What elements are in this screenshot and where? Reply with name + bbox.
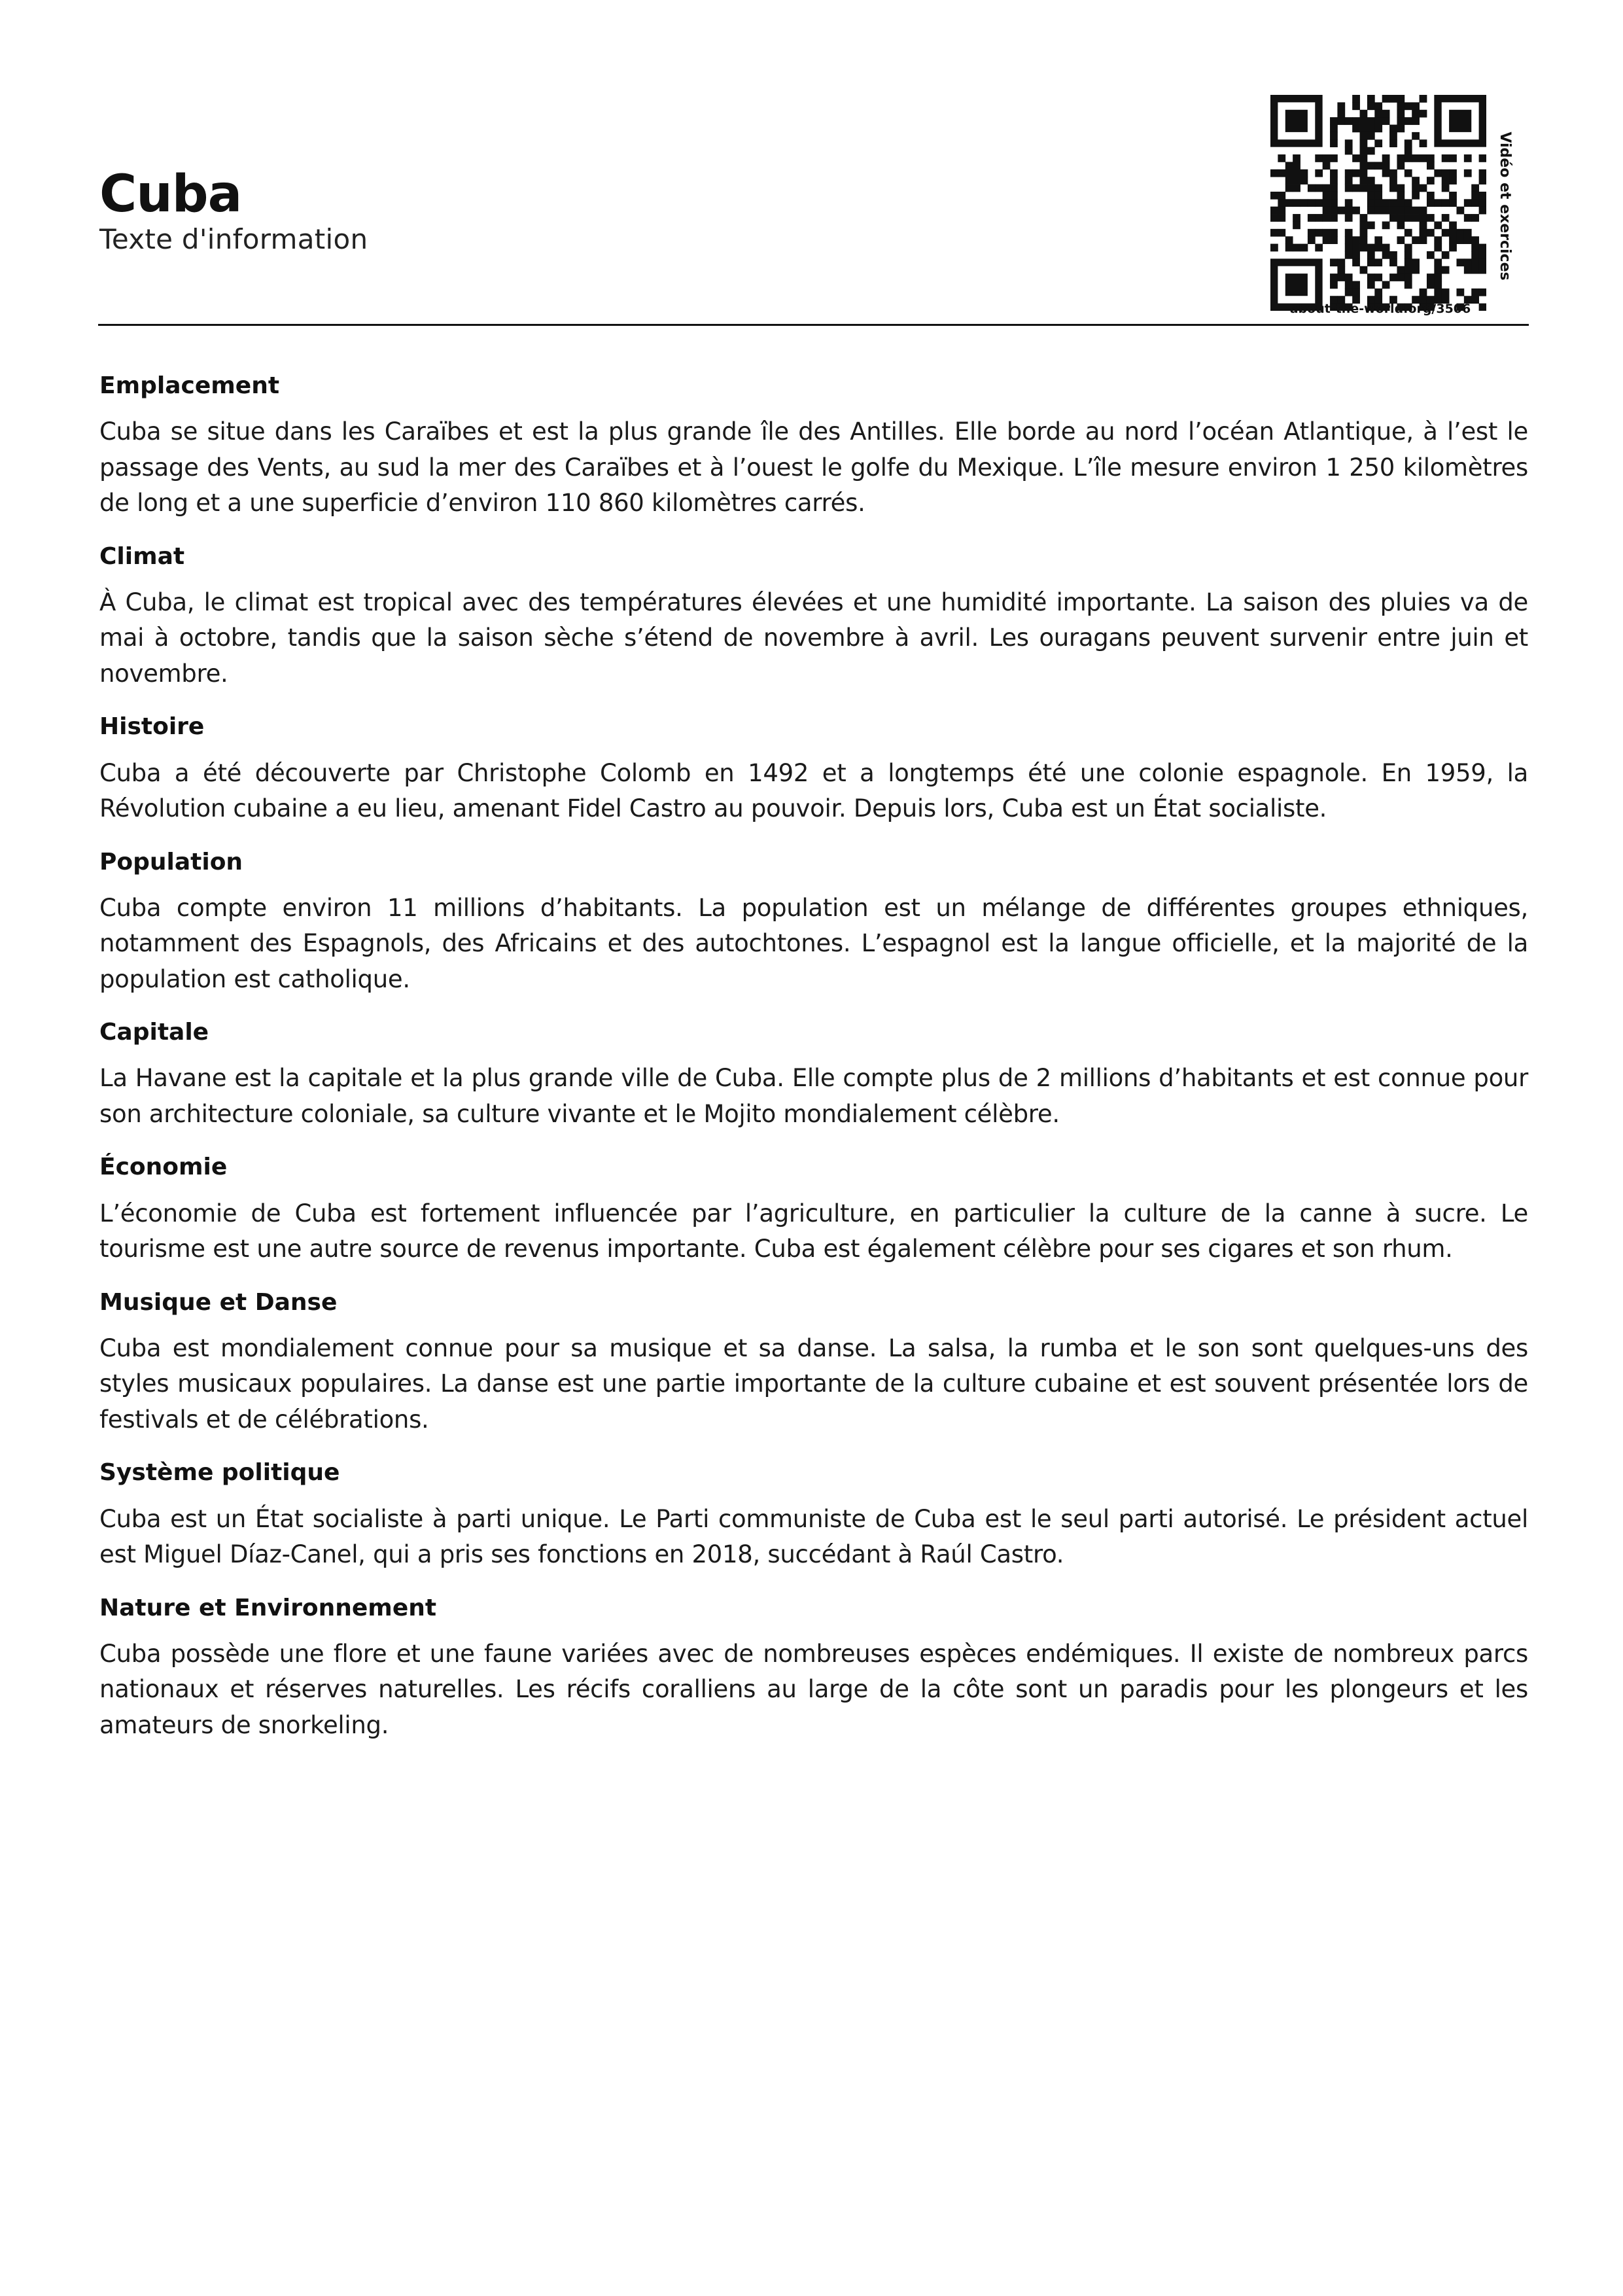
section-heading: Nature et Environnement [99,1594,437,1621]
section-population [99,848,1528,998]
section-nature-et-environnement [99,1594,1528,1744]
section-histoire [99,713,1528,826]
section-heading: Histoire [99,713,205,741]
section-economie [99,1153,1528,1267]
section-heading: Système politique [99,1459,340,1487]
header-divider [98,324,1529,326]
document-body [99,372,1528,1764]
section-heading: Climat [99,542,185,570]
section-heading: Population [99,848,243,875]
section-heading: Emplacement [99,372,280,399]
section-paragraph: Cuba est mondialement connue pour sa musique et sa danse. La salsa, la rumba et le son sont quelques-uns des styles musicaux populaires. La danse est une partie importante de la culture cubaine et est souvent présentée lors de festivals et de célébrations. [99,1333,1528,1434]
section-climat [99,542,1528,692]
section-musique-et-danse [99,1288,1528,1438]
section-paragraph: L’économie de Cuba est fortement influencée par l’agriculture, en particulier la culture de la canne à sucre. Le tourisme est une autre source de revenus importante. Cuba est également célèbre pour ses cigares et son rhum. [99,1199,1528,1263]
qr-link[interactable]: about-the-world.org/3506 [1289,302,1471,316]
section-heading: Capitale [99,1019,209,1046]
qr-side-label: Vidéo et exercices [1497,132,1513,281]
section-paragraph: Cuba a été découverte par Christophe Colomb en 1492 et a longtemps été une colonie espagnole. En 1959, la Révolution cubaine a eu lieu, amenant Fidel Castro au pouvoir. Depuis lors, Cuba est un État socialiste. [99,758,1528,823]
section-paragraph: La Havane est la capitale et la plus grande ville de Cuba. Elle compte plus de 2 millions d’habitants et est connue pour son architecture coloniale, sa culture vivante et le Mojito mondialement célèbre. [99,1064,1528,1128]
section-heading: Économie [99,1154,228,1181]
section-paragraph: Cuba possède une flore et une faune variées avec de nombreuses espèces endémiques. Il existe de nombreux parcs nationaux et réserves naturelles. Les récifs coralliens au large de la côte sont un paradis pour les plongeurs et les amateurs de snorkeling. [99,1639,1528,1739]
page-subtitle: Texte d'information [99,223,368,255]
section-paragraph: Cuba compte environ 11 millions d’habitants. La population est un mélange de différentes groupes ethniques, notamment des Espagnols, des Africains et des autochtones. L’espagnol est la langue officielle, et la majorité de la population est catholique. [99,893,1528,993]
section-emplacement [99,372,1528,521]
section-paragraph: Cuba se situe dans les Caraïbes et est la plus grande île des Antilles. Elle borde au nord l’océan Atlantique, à l’est le passage des Vents, au sud la mer des Caraïbes et à l’ouest le golfe du Mexique. L’île mesure environ 1 250 kilomètres de long et a une superficie d’environ 110 860 kilomètres carrés. [99,417,1528,518]
page-header [98,92,1529,327]
section-capitale [99,1018,1528,1132]
section-paragraph: Cuba est un État socialiste à parti unique. Le Parti communiste de Cuba est le seul parti autorisé. Le président actuel est Miguel Díaz-Canel, qui a pris ses fonctions en 2018, succédant à Raúl Castro. [99,1504,1528,1568]
section-systeme-politique [99,1458,1528,1572]
section-heading: Musique et Danse [99,1288,338,1316]
section-paragraph: À Cuba, le climat est tropical avec des températures élevées et une humidité importante. La saison des pluies va de mai à octobre, tandis que la saison sèche s’étend de novembre à avril. Les ouragans peuvent survenir entre juin et novembre. [99,588,1528,688]
qr-code-icon[interactable] [1270,95,1486,311]
page-title: Cuba [99,165,242,224]
